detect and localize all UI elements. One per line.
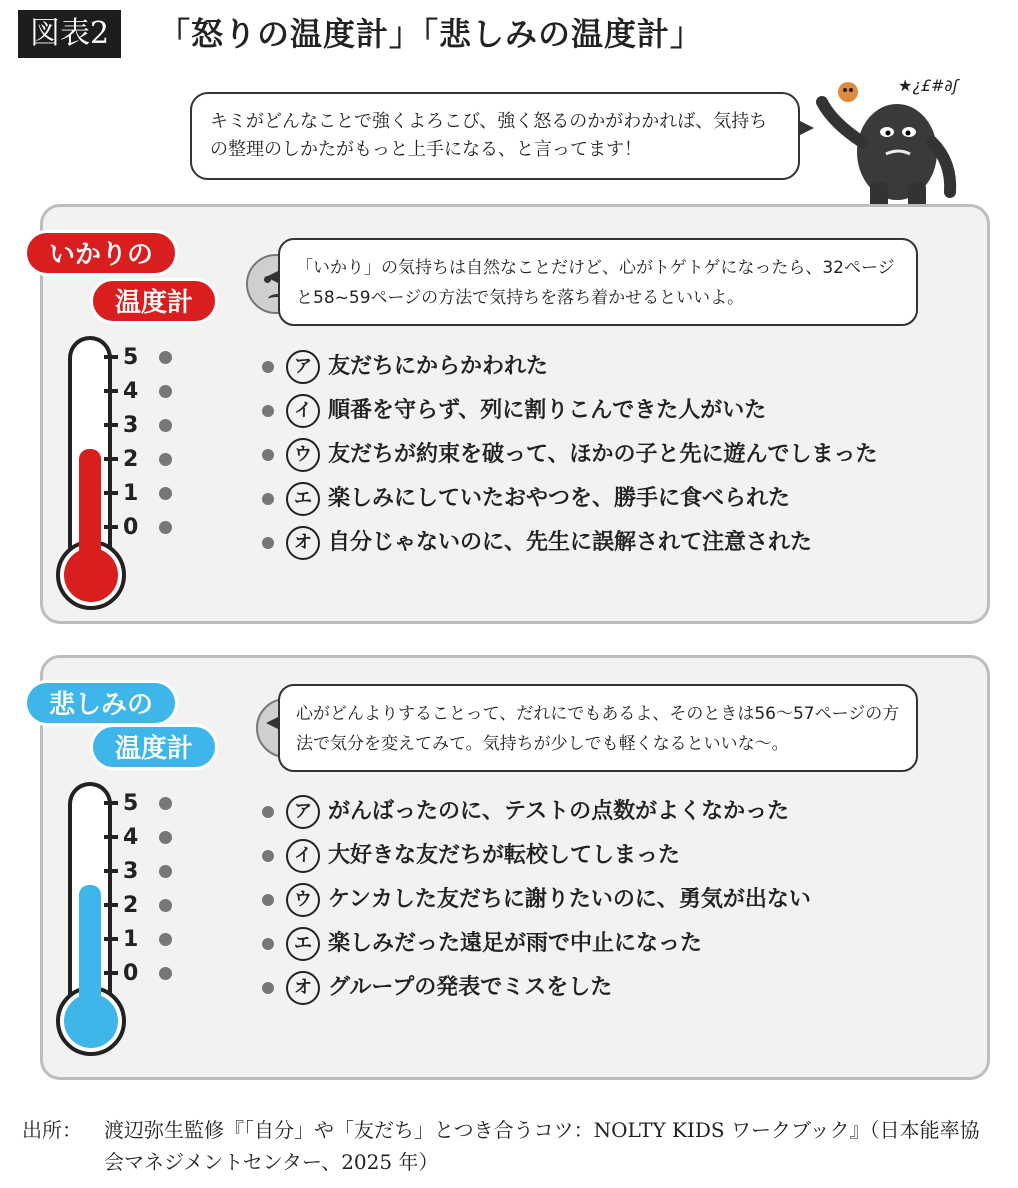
scale-tick-label: 5 [123, 344, 139, 370]
scale-tick-label: 4 [123, 824, 139, 850]
scale-tick-label: 1 [123, 480, 139, 506]
sad-tag-line1: 悲しみの [24, 680, 178, 726]
item-text: 自分じゃないのに、先生に誤解されて注意された [328, 530, 813, 555]
angry-scribble: ★¿£#∂ʃ [898, 76, 959, 95]
scale-tick-label: 4 [123, 378, 139, 404]
list-item [262, 345, 952, 389]
anger-items [262, 345, 952, 565]
anger-tag-line1: いかりの [24, 230, 178, 276]
anger-note: 「いかり」の気持ちは自然なことだけど、心がトゲトゲになったら、32ページと58~59ページの方法で気持ちを落ち着かせるといいよ。 [278, 238, 918, 326]
scale-tick [104, 922, 214, 956]
scale-tick [104, 442, 214, 476]
intro-speech-bubble: キミがどんなことで強くよろこび、強く怒るのかがわかれば、気持ちの整理のしかたがもっと上手になる、と言ってます！ [190, 92, 800, 180]
list-item [262, 477, 952, 521]
sad-tag-line2: 温度計 [90, 724, 218, 770]
page-title: 「怒りの温度計」「悲しみの温度計」 [158, 15, 704, 53]
source-text: 渡辺弥生監修『「自分」や「友だち」とつき合うコツ：NOLTY KIDS ワークブック』（日本能率協会マネジメントセンター、2025 年） [104, 1118, 980, 1174]
item-text: 友だちが約束を破って、ほかの子と先に遊んでしまった [328, 442, 878, 467]
source-footer [22, 1114, 982, 1178]
scale-tick-label: 0 [123, 514, 139, 540]
scale-tick [104, 510, 214, 544]
item-text: 大好きな友だちが転校してしまった [328, 843, 681, 868]
scale-tick [104, 888, 214, 922]
anger-tag-line2: 温度計 [90, 278, 218, 324]
item-text: がんばったのに、テストの点数がよくなかった [328, 799, 790, 824]
scale-tick [104, 786, 214, 820]
item-mark: エ [286, 927, 320, 961]
scale-tick [104, 820, 214, 854]
list-item [262, 922, 952, 966]
anger-scale [104, 340, 214, 544]
scale-tick [104, 854, 214, 888]
sad-scale [104, 786, 214, 990]
item-mark: ウ [286, 438, 320, 472]
scale-tick-label: 2 [123, 892, 139, 918]
item-text: 順番を守らず、列に割りこんできた人がいた [328, 398, 767, 423]
source-label: 出所： [22, 1118, 82, 1142]
list-item [262, 966, 952, 1010]
item-text: グループの発表でミスをした [328, 975, 613, 1000]
scale-tick [104, 956, 214, 990]
scale-tick [104, 374, 214, 408]
sad-thermometer-level [79, 885, 101, 1012]
list-item [262, 521, 952, 565]
scale-tick-label: 3 [123, 412, 139, 438]
sad-note: 心がどんよりすることって、だれにでもあるよ、そのときは56～57ページの方法で気分を変えてみて。気持ちが少しでも軽くなるといいな～。 [278, 684, 918, 772]
item-mark: ウ [286, 883, 320, 917]
item-text: 友だちにからかわれた [328, 354, 549, 379]
scale-tick-label: 5 [123, 790, 139, 816]
scale-tick [104, 408, 214, 442]
item-mark: オ [286, 971, 320, 1005]
item-mark: イ [286, 394, 320, 428]
item-text: 楽しみにしていたおやつを、勝手に食べられた [328, 486, 791, 511]
scale-tick-label: 0 [123, 960, 139, 986]
item-text: ケンカした友だちに謝りたいのに、勇気が出ない [328, 887, 811, 912]
item-mark: イ [286, 839, 320, 873]
anger-thermometer-level [79, 449, 101, 566]
list-item [262, 389, 952, 433]
item-mark: オ [286, 526, 320, 560]
scale-tick [104, 476, 214, 510]
scale-tick-label: 3 [123, 858, 139, 884]
list-item [262, 834, 952, 878]
figure-label: 図表2 [18, 10, 121, 58]
list-item [262, 790, 952, 834]
list-item [262, 878, 952, 922]
item-text: 楽しみだった遠足が雨で中止になった [328, 931, 703, 956]
item-mark: ア [286, 350, 320, 384]
item-mark: ア [286, 795, 320, 829]
scale-tick [104, 340, 214, 374]
scale-tick-label: 2 [123, 446, 139, 472]
scale-tick-label: 1 [123, 926, 139, 952]
list-item [262, 433, 952, 477]
item-mark: エ [286, 482, 320, 516]
sad-items [262, 790, 952, 1010]
